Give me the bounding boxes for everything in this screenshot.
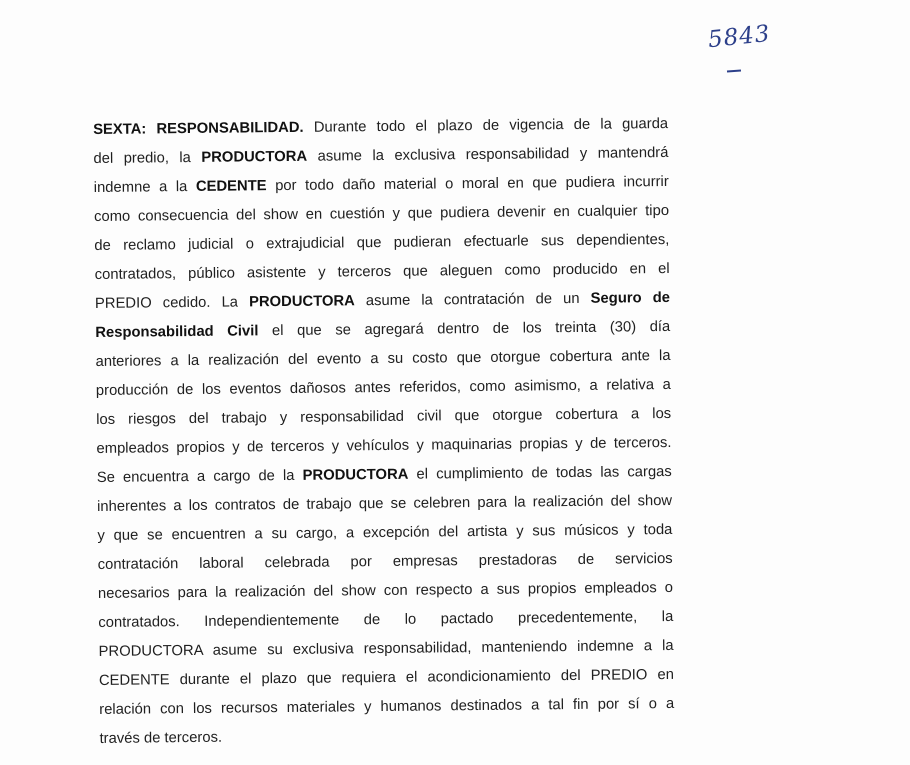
text-segment: Se encuentra a cargo de la xyxy=(96,467,303,486)
clause-sexta-responsabilidad xyxy=(93,110,675,754)
text-segment: los riesgos del trabajo y responsabilidad civil que otorgue cobertura a los xyxy=(96,405,672,428)
text-segment: PREDIO cedido. La xyxy=(94,294,250,312)
text-segment: como consecuencia del show en cuestión y que pudiera devenir en cualquier tipo xyxy=(93,202,670,225)
bold-text: CEDENTE xyxy=(195,178,267,195)
text-segment: del predio, la xyxy=(93,149,202,167)
text-segment: CEDENTE durante el plazo que requiera el acondicionamiento del PREDIO en xyxy=(98,666,674,689)
text-segment: contratados, público asistente y terceros que aleguen como producido en el xyxy=(94,260,670,283)
text-segment: empleados propios y de terceros y vehículos y maquinarias propias y de terceros. xyxy=(96,434,672,457)
text-segment: de reclamo judicial o extrajudicial que pudieran efectuarle sus dependientes, xyxy=(94,231,670,254)
page-number-underline xyxy=(727,70,741,73)
text-segment: Durante todo el plazo de vigencia de la guarda xyxy=(303,115,669,136)
text-line xyxy=(99,719,674,754)
text-segment: anteriores a la realización del evento a su costo que otorgue cobertura ante la xyxy=(95,347,671,370)
text-segment: contratados. Independientemente de lo pactado precedentemente, la xyxy=(98,608,674,631)
text-segment: relación con los recursos materiales y humanos destinados a tal fin por sí o a xyxy=(99,695,675,718)
text-segment: PRODUCTORA asume su exclusiva responsabilidad, manteniendo indemne a la xyxy=(98,637,674,660)
text-segment: asume la exclusiva responsabilidad y mantendrá xyxy=(307,144,669,165)
bold-text: PRODUCTORA xyxy=(302,466,409,484)
text-segment: el cumplimiento de todas las cargas xyxy=(408,463,672,483)
handwritten-page-number: 5843 xyxy=(706,20,772,54)
text-segment: inherentes a los contratos de trabajo que se celebren para la realización del show xyxy=(97,492,673,515)
text-segment: el que se agregará dentro de los treinta (30) día xyxy=(258,318,671,340)
text-segment: y que se encuentren a su cargo, a excepción del artista y sus músicos y toda xyxy=(97,521,673,544)
text-line xyxy=(99,690,674,725)
text-segment: través de terceros. xyxy=(99,729,223,747)
bold-text: SEXTA: RESPONSABILIDAD. xyxy=(93,119,304,138)
text-segment: asume la contratación de un xyxy=(354,290,591,310)
text-segment: necesarios para la realización del show con respecto a sus propios empleados o xyxy=(97,579,674,602)
text-segment: producción de los eventos dañosos antes referidos, como asimismo, a relativa a xyxy=(95,376,671,399)
bold-text: Responsabilidad Civil xyxy=(95,323,259,341)
bold-text: PRODUCTORA xyxy=(248,293,355,311)
bold-text: Seguro de xyxy=(590,289,671,307)
text-segment: contratación laboral celebrada por empresas prestadoras de servicios xyxy=(97,550,673,573)
text-segment: indemne a la xyxy=(93,178,196,196)
text-segment: por todo daño material o moral en que pudiera incurrir xyxy=(266,173,669,195)
bold-text: PRODUCTORA xyxy=(201,148,308,166)
